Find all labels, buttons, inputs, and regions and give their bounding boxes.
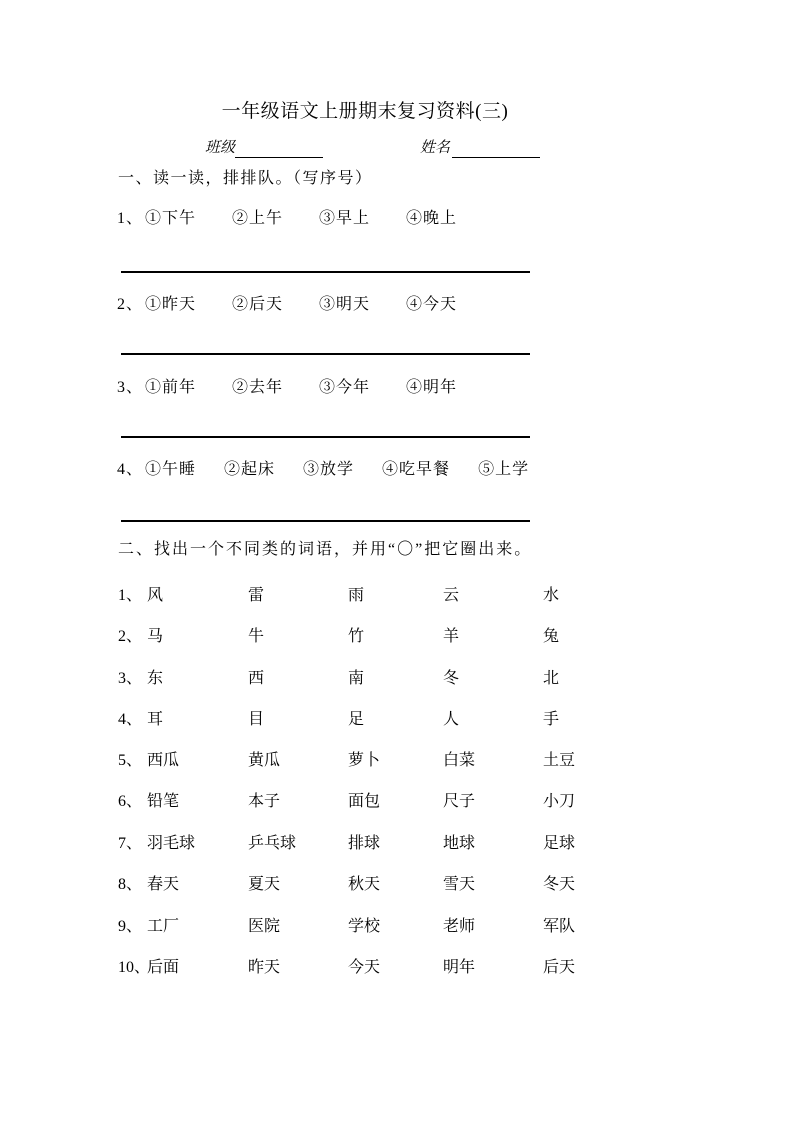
word-cell: 萝卜: [348, 752, 381, 769]
section1-item-1: [117, 208, 457, 229]
word-cell: 尺子: [443, 793, 476, 810]
word-cell: 后天: [543, 959, 576, 976]
item-option: ②去年: [232, 379, 284, 396]
word-cell: 面包: [348, 793, 381, 810]
word-cell: 明年: [443, 959, 476, 976]
word-cell: 黄瓜: [248, 752, 281, 769]
word-cell: 羊: [443, 628, 460, 645]
word-cell: 南: [348, 670, 365, 687]
word-cell: 土豆: [543, 752, 576, 769]
word-row-7: [118, 833, 678, 854]
word-cell: 学校: [348, 918, 381, 935]
row-number: 6、: [118, 793, 143, 810]
page-title: 一年级语文上册期末复习资料(三): [221, 101, 509, 122]
word-row-8: [118, 874, 678, 895]
word-cell: 军队: [543, 918, 576, 935]
row-number: 4、: [118, 711, 143, 728]
word-cell: 云: [443, 587, 460, 604]
word-cell: 今天: [348, 959, 381, 976]
row-number: 1、: [118, 587, 143, 604]
word-cell: 雪天: [443, 876, 476, 893]
word-cell: 地球: [443, 835, 476, 852]
word-cell: 马: [147, 628, 164, 645]
word-cell: 西瓜: [147, 752, 180, 769]
class-label: 班级: [205, 140, 236, 156]
word-row-5: [118, 750, 678, 771]
section1-item-2: [117, 294, 457, 315]
word-cell: 目: [248, 711, 265, 728]
word-cell: 白菜: [443, 752, 476, 769]
item-number: 1、: [117, 210, 144, 227]
word-cell: 秋天: [348, 876, 381, 893]
word-cell: 西: [248, 670, 265, 687]
item-number: 3、: [117, 379, 144, 396]
item-option: ②上午: [232, 210, 284, 227]
item-option: ③明天: [319, 296, 371, 313]
item-number: 2、: [117, 296, 144, 313]
word-cell: 足: [348, 711, 365, 728]
section2-heading: 二、找出一个不同类的词语，并用“〇”把它圈出来。: [118, 541, 533, 558]
word-cell: 铅笔: [147, 793, 180, 810]
word-cell: 夏天: [248, 876, 281, 893]
name-label: 姓名: [420, 140, 451, 156]
class-blank-field[interactable]: [235, 140, 323, 158]
word-cell: 足球: [543, 835, 576, 852]
item-option: ②起床: [224, 461, 276, 478]
row-number: 9、: [118, 918, 143, 935]
item-option: ④吃早餐: [382, 461, 451, 478]
item-option: ③早上: [319, 210, 371, 227]
item-option: ④晚上: [406, 210, 458, 227]
word-cell: 老师: [443, 918, 476, 935]
item-option: ④今天: [406, 296, 458, 313]
word-cell: 乒乓球: [248, 835, 297, 852]
word-cell: 冬天: [543, 876, 576, 893]
item-option: ④明年: [406, 379, 458, 396]
word-cell: 风: [147, 587, 164, 604]
word-row-10: [118, 957, 678, 978]
item-option: ①昨天: [145, 296, 197, 313]
word-row-6: [118, 791, 678, 812]
word-row-3: [118, 668, 678, 689]
section1-heading: 一、读一读，排排队。（写序号）: [118, 170, 373, 187]
word-cell: 昨天: [248, 959, 281, 976]
item-number: 4、: [117, 461, 144, 478]
word-cell: 人: [443, 711, 460, 728]
name-blank-field[interactable]: [452, 140, 540, 158]
word-cell: 北: [543, 670, 560, 687]
word-cell: 水: [543, 587, 560, 604]
word-row-4: [118, 709, 678, 730]
word-row-9: [118, 916, 678, 937]
row-number: 8、: [118, 876, 143, 893]
row-number: 3、: [118, 670, 143, 687]
answer-blank-line-1[interactable]: [121, 271, 530, 273]
word-cell: 冬: [443, 670, 460, 687]
item-option: ①午睡: [145, 461, 197, 478]
word-cell: 后面: [147, 959, 180, 976]
answer-blank-line-4[interactable]: [121, 520, 530, 522]
answer-blank-line-3[interactable]: [121, 436, 530, 438]
word-row-2: [118, 626, 678, 647]
word-cell: 竹: [348, 628, 365, 645]
word-cell: 羽毛球: [147, 835, 196, 852]
word-cell: 雨: [348, 587, 365, 604]
row-number: 5、: [118, 752, 143, 769]
word-cell: 春天: [147, 876, 180, 893]
item-option: ①前年: [145, 379, 197, 396]
section1-item-4: [117, 459, 529, 480]
word-cell: 雷: [248, 587, 265, 604]
section1-item-3: [117, 377, 457, 398]
item-option: ⑤上学: [478, 461, 530, 478]
word-cell: 兔: [543, 628, 560, 645]
item-option: ②后天: [232, 296, 284, 313]
word-cell: 工厂: [147, 918, 180, 935]
row-number: 7、: [118, 835, 143, 852]
word-cell: 手: [543, 711, 560, 728]
word-cell: 本子: [248, 793, 281, 810]
item-option: ①下午: [145, 210, 197, 227]
row-number: 2、: [118, 628, 143, 645]
word-cell: 牛: [248, 628, 265, 645]
answer-blank-line-2[interactable]: [121, 353, 530, 355]
item-option: ③放学: [303, 461, 355, 478]
word-cell: 东: [147, 670, 164, 687]
word-cell: 耳: [147, 711, 164, 728]
row-number: 10、: [118, 959, 151, 976]
word-cell: 小刀: [543, 793, 576, 810]
word-cell: 排球: [348, 835, 381, 852]
word-cell: 医院: [248, 918, 281, 935]
word-row-1: [118, 585, 678, 606]
item-option: ③今年: [319, 379, 371, 396]
